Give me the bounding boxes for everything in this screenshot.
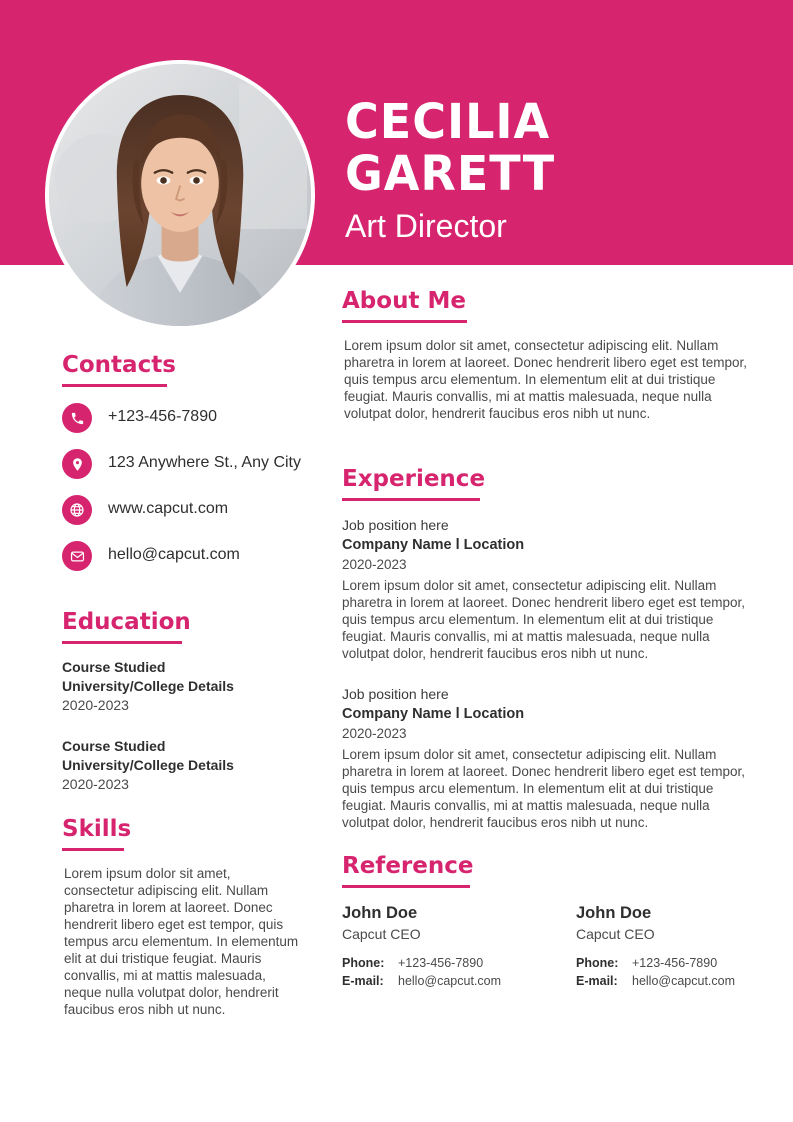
education-heading: Education [62, 609, 191, 635]
experience-years: 2020-2023 [342, 556, 407, 572]
location-pin-icon [62, 449, 92, 479]
list-item [62, 658, 302, 715]
skills-section [62, 816, 302, 1018]
reference-section [342, 853, 752, 990]
reference-phone-value: +123-456-7890 [398, 955, 484, 970]
spacer [342, 436, 752, 466]
education-course: Course Studied [62, 738, 166, 754]
contacts-heading: Contacts [62, 352, 176, 378]
reference-email-row [342, 972, 518, 990]
reference-phone-label: Phone: [576, 955, 619, 970]
reference-phone-row [576, 954, 752, 972]
experience-position: Job position here [342, 685, 449, 702]
reference-role: Capcut CEO [576, 925, 655, 942]
reference-heading: Reference [342, 852, 474, 879]
contacts-divider [62, 384, 167, 387]
contact-value-website[interactable]: www.capcut.com [108, 500, 229, 517]
skills-divider [62, 848, 124, 851]
experience-years: 2020-2023 [342, 725, 407, 741]
portrait-photo [49, 64, 311, 326]
avatar [45, 60, 315, 330]
reference-phone-label: Phone: [342, 955, 385, 970]
right-column [342, 288, 752, 990]
education-school: University/College Details [62, 678, 234, 694]
reference-name: John Doe [576, 903, 652, 922]
education-divider [62, 641, 182, 644]
reference-email-label: E-mail: [576, 973, 618, 988]
page-title: CECILIA GARETT [345, 94, 556, 202]
skills-body: Lorem ipsum dolor sit amet, consectetur adipiscing elit. Nullam pharetra in lorem at laoreet. Donec hendrerit libero eget est tempor, quis tempus arcu elementum. In elementum elit at dui tristique feugiat. Mauris convallis, mi at mattis malesuada, neque nulla volutpat dolor, hendrerit faucibus eros nibh ut nunc. [64, 866, 299, 1017]
left-column [62, 352, 302, 1032]
reference-email-row [576, 972, 752, 990]
spacer [62, 587, 302, 609]
list-item [342, 902, 518, 990]
contacts-list [62, 403, 302, 571]
list-item[interactable] [62, 449, 302, 479]
about-heading: About Me [342, 288, 466, 314]
contact-value-address: 123 Anywhere St., Any City [108, 454, 301, 471]
list-item [576, 902, 752, 990]
experience-heading: Experience [342, 465, 486, 492]
list-item [342, 684, 752, 831]
experience-description: Lorem ipsum dolor sit amet, consectetur adipiscing elit. Nullam pharetra in lorem at laoreet. Donec hendrerit libero eget est tempor, quis tempus arcu elementum. In elementum elit at dui tristique feugiat. Mauris convallis, mi at mattis malesuada, neque nulla volutpat dolor, hendrerit faucibus eros nibh ut nunc. [342, 746, 745, 830]
list-item [342, 515, 752, 662]
reference-phone-value: +123-456-7890 [632, 955, 718, 970]
education-years: 2020-2023 [62, 776, 129, 792]
experience-section [342, 466, 752, 831]
reference-email-value[interactable]: hello@capcut.com [398, 973, 502, 988]
education-course: Course Studied [62, 659, 166, 675]
education-section [62, 609, 302, 794]
experience-company: Company Name l Location [342, 536, 525, 553]
education-years: 2020-2023 [62, 697, 129, 713]
reference-email-value[interactable]: hello@capcut.com [632, 973, 736, 988]
reference-divider [342, 885, 470, 888]
about-divider [342, 320, 467, 323]
list-item[interactable] [62, 403, 302, 433]
skills-heading: Skills [62, 816, 132, 842]
reference-name: John Doe [342, 903, 418, 922]
reference-list [342, 902, 752, 990]
contacts-section [62, 352, 302, 571]
list-item [62, 737, 302, 794]
reference-email-label: E-mail: [342, 973, 384, 988]
phone-icon [62, 403, 92, 433]
reference-phone-row [342, 954, 518, 972]
job-title: Art Director [345, 208, 507, 244]
contact-value-phone: +123-456-7890 [108, 408, 217, 425]
experience-description: Lorem ipsum dolor sit amet, consectetur adipiscing elit. Nullam pharetra in lorem at laoreet. Donec hendrerit libero eget est tempor, quis tempus arcu elementum. In elementum elit at dui tristique feugiat. Mauris convallis, mi at mattis malesuada, neque nulla volutpat dolor, hendrerit faucibus eros nibh ut nunc. [342, 577, 745, 661]
globe-icon [62, 495, 92, 525]
about-body: Lorem ipsum dolor sit amet, consectetur adipiscing elit. Nullam pharetra in lorem at laoreet. Donec hendrerit libero eget est tempor, quis tempus arcu elementum. In elementum elit at dui tristique feugiat. Mauris convallis, mi at mattis malesuada, neque nulla volutpat dolor, hendrerit faucibus eros nibh ut nunc. [344, 338, 747, 421]
education-school: University/College Details [62, 757, 234, 773]
contact-value-email[interactable]: hello@capcut.com [108, 546, 240, 563]
envelope-icon [62, 541, 92, 571]
about-section [342, 288, 752, 422]
list-item[interactable] [62, 541, 302, 571]
experience-company: Company Name l Location [342, 705, 525, 722]
experience-divider [342, 498, 480, 501]
reference-role: Capcut CEO [342, 925, 421, 942]
experience-position: Job position here [342, 516, 449, 533]
list-item[interactable] [62, 495, 302, 525]
name-block [345, 96, 765, 244]
